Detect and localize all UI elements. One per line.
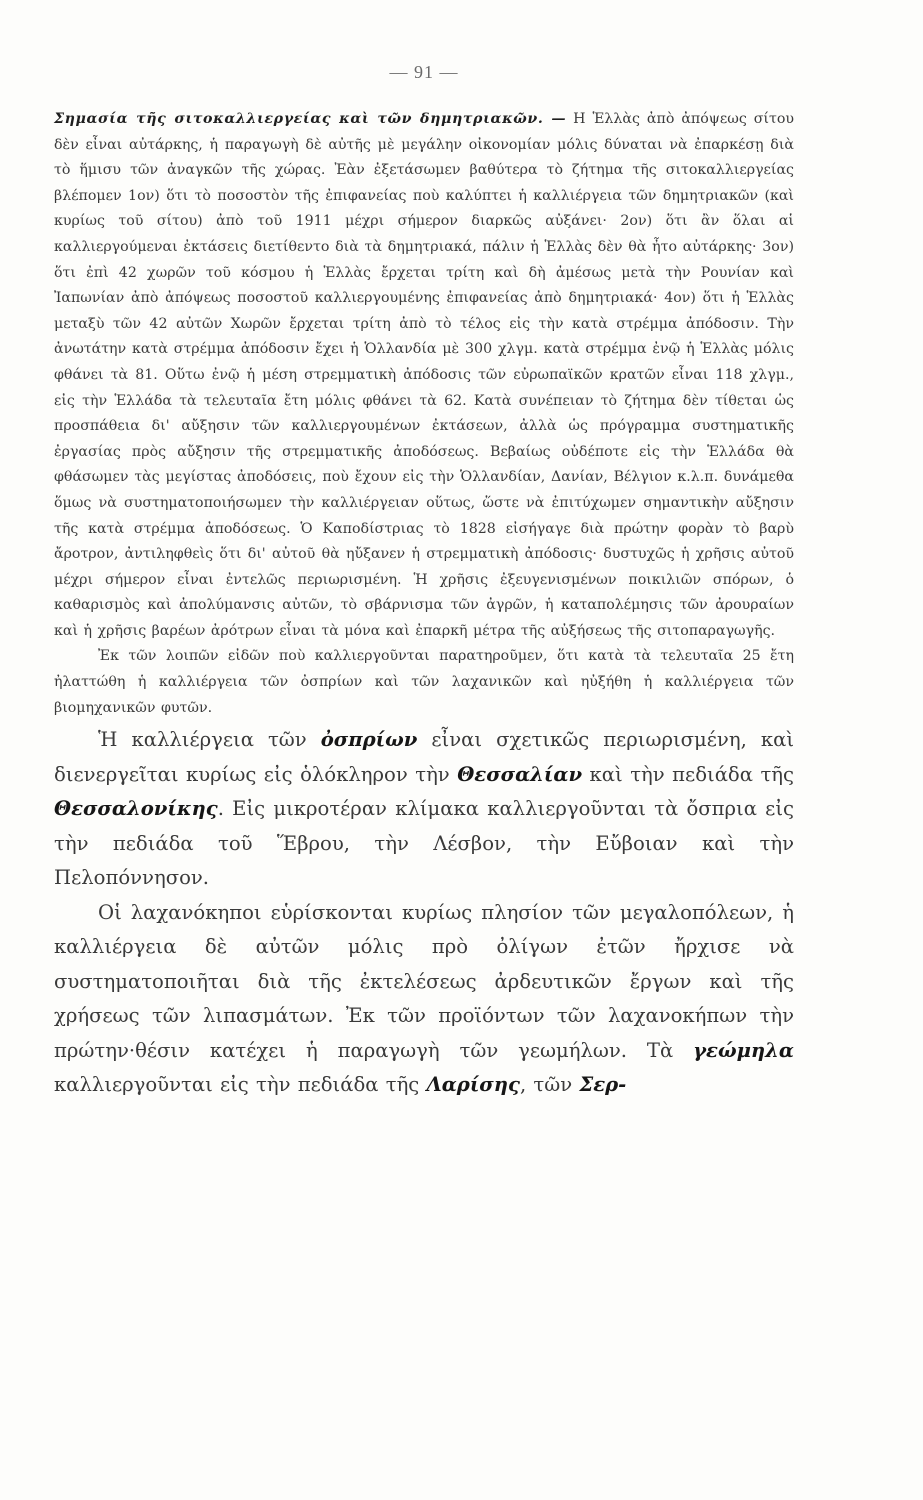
large-print-section xyxy=(54,723,794,1103)
text-run: Οἱ λαχανόκηποι εὑρίσκονται κυρίως πλησίον τῶν μεγαλοπόλεων, ἡ καλλιέργεια δὲ αὐτῶν μόλις πρὸ ὀλίγων ἐτῶν ἤρχισε νὰ συστηματοποιῆται διὰ τῆς ἐκτελέσεως ἀρδευτικῶν ἔργων καὶ τῆς χρήσεως τῶν λιπασμάτων. Ἐκ τῶν προϊόντων τῶν λαχανοκήπων τὴν πρώτην·θέσιν κατέχει ἡ παραγωγὴ τῶν γεωμήλων. Τὰ xyxy=(54,900,794,1062)
text-run: Ἡ καλλιέργεια τῶν xyxy=(98,728,321,752)
emphasis-legumes: ὀσπρίων xyxy=(320,728,418,752)
emphasis-thessaly: Θεσσαλίαν xyxy=(457,762,583,786)
paragraph-vegetable-gardens xyxy=(54,896,794,1103)
emphasis-potatoes: γεώμηλα xyxy=(693,1038,794,1062)
document-page xyxy=(54,62,794,1103)
emphasis-serres: Σερ- xyxy=(579,1073,627,1097)
text-run: καλλιεργοῦνται εἰς τὴν πεδιάδα τῆς xyxy=(54,1073,427,1097)
text-run: . Εἰς μικροτέραν κλίμακα καλλιεργοῦνται τὰ ὄσπρια εἰς τὴν πεδιάδα τοῦ Ἕβρου, τὴν Λέσβον, τὴν Εὔβοιαν καὶ τὴν Πελοπόννησον. xyxy=(54,797,794,890)
emphasis-thessaloniki: Θεσσαλονίκης xyxy=(54,797,218,821)
section-title: Σημασία τῆς σιτοκαλλιεργείας καὶ τῶν δημητριακῶν. — xyxy=(54,111,567,127)
paragraph-cereal-importance xyxy=(54,107,794,644)
page-number: — 91 — xyxy=(389,62,459,82)
text-run: , τῶν xyxy=(519,1073,580,1097)
paragraph-text: Η Ἑλλὰς ἀπὸ ἀπόψεως σίτου δὲν εἶναι αὐτάρκης, ἡ παραγωγὴ δὲ αὐτῆς μὲ μεγάλην οἰκονομίαν μόλις δύναται νὰ ἐπαρκέσῃ διὰ τὸ ἥμισυ τῶν ἀναγκῶν τῆς χώρας. Ἐὰν ἐξετάσωμεν βαθύτερα τὸ ζήτημα τῆς σιτοκαλλιεργείας βλέπομεν 1ον) ὅτι τὸ ποσοστὸν τῆς ἐπιφανείας ποὺ καλύπτει ἡ καλλιέργεια τῶν δημητριακῶν (καὶ κυρίως τοῦ σίτου) ἀπὸ τοῦ 1911 μέχρι σήμερον διαρκῶς αὐξάνει· 2ον) ὅτι ἂν ὅλαι αἱ καλλιεργούμεναι ἐκτάσεις διετίθεντο διὰ τὰ δημητριακά, πάλιν ἡ Ἑλλὰς δὲν θὰ ἦτο αὐτάρκης· 3ον) ὅτι ἐπὶ 42 χωρῶν τοῦ κόσμου ἡ Ἑλλὰς ἔρχεται τρίτη καὶ δὴ ἀμέσως μετὰ τὴν Ρουνίαν καὶ Ἰαπωνίαν ἀπὸ ἀπόψεως ποσοστοῦ καλλιεργουμένης ἐπιφανείας ἀπὸ δημητριακά· 4ον) ὅτι ἡ Ἑλλὰς μεταξὺ τῶν 42 αὐτῶν Χωρῶν ἔρχεται τρίτη ἀπὸ τὸ τέλος εἰς τὴν κατὰ στρέμμα ἀπόδοσιν. Τὴν ἀνωτάτην κατὰ στρέμμα ἀπόδοσιν ἔχει ἡ Ὁλλανδία μὲ 300 χλγμ. κατὰ στρέμμα ἐνῷ ἡ Ἑλλὰς μόλις φθάνει τὰ 81. Οὕτω ἐνῷ ἡ μέση στρεμματικὴ ἀπόδοσις τῶν εὐρωπαϊκῶν κρατῶν εἶναι 118 χλγμ., εἰς τὴν Ἑλλάδα τὰ τελευταῖα ἔτη μόλις φθάνει τὰ 62. Κατὰ συνέπειαν τὸ ζήτημα δὲν τίθεται ὡς προσπάθεια δι' αὔξησιν τῶν καλλιεργουμένων ἐκτάσεων, ἀλλὰ ὡς πρόγραμμα συστηματικῆς ἐργασίας πρὸς αὔξησιν τῆς στρεμματικῆς ἀποδόσεως. Βεβαίως οὐδέποτε εἰς τὴν Ἑλλάδα θὰ φθάσωμεν τὰς μεγίστας ἀποδόσεις, ποὺ ἔχουν εἰς τὴν Ὁλλανδίαν, Δανίαν, Βέλγιον κ.λ.π. δυνάμεθα ὅμως νὰ συστηματοποιήσωμεν τὴν καλλιέργειαν οὕτως, ὥστε νὰ ἐπιτύχωμεν σημαντικὴν αὔξησιν τῆς κατὰ στρέμμα ἀποδόσεως. Ὁ Καποδίστριας τὸ 1828 εἰσήγαγε διὰ πρώτην φορὰν τὸ βαρὺ ἄροτρον, ἀντιληφθεὶς ὅτι δι' αὐτοῦ θὰ ηὔξανεν ἡ στρεμματικὴ ἀπόδοσις· δυστυχῶς ἡ χρῆσις αὐτοῦ μέχρι σήμερον εἶναι ἐντελῶς περιωρισμένη. Ἡ χρῆσις ἐξευγενισμένων ποικιλιῶν σπόρων, ὁ καθαρισμὸς καὶ ἀπολύμανσις αὐτῶν, τὸ σβάρνισμα τῶν ἀγρῶν, ἡ καταπολέμησις τῶν ἀρουραίων καὶ ἡ χρῆσις βαρέων ἀρότρων εἶναι τὰ μόνα καὶ ἐπαρκῆ μέτρα τῆς αὐξήσεως τῆς σιτοπαραγωγῆς. xyxy=(54,111,795,639)
small-print-section xyxy=(54,107,794,721)
emphasis-larissa: Λαρίσης xyxy=(426,1073,520,1097)
paragraph-legumes xyxy=(54,723,794,896)
paragraph-other-crops: Ἐκ τῶν λοιπῶν εἰδῶν ποὺ καλλιεργοῦνται παρατηροῦμεν, ὅτι κατὰ τὰ τελευταῖα 25 ἔτη ἠλαττώθη ἡ καλλιέργεια τῶν ὀσπρίων καὶ τῶν λαχανικῶν καὶ ηὐξήθη ἡ καλλιέργεια τῶν βιομηχανικῶν φυτῶν. xyxy=(54,648,794,716)
text-run: καὶ τὴν πεδιάδα τῆς xyxy=(582,762,794,786)
text-run: εἶναι σχετικῶς περιωρισμένη, καὶ διενεργεῖται κυρίως εἰς ὁλόκληρον τὴν xyxy=(54,728,794,786)
